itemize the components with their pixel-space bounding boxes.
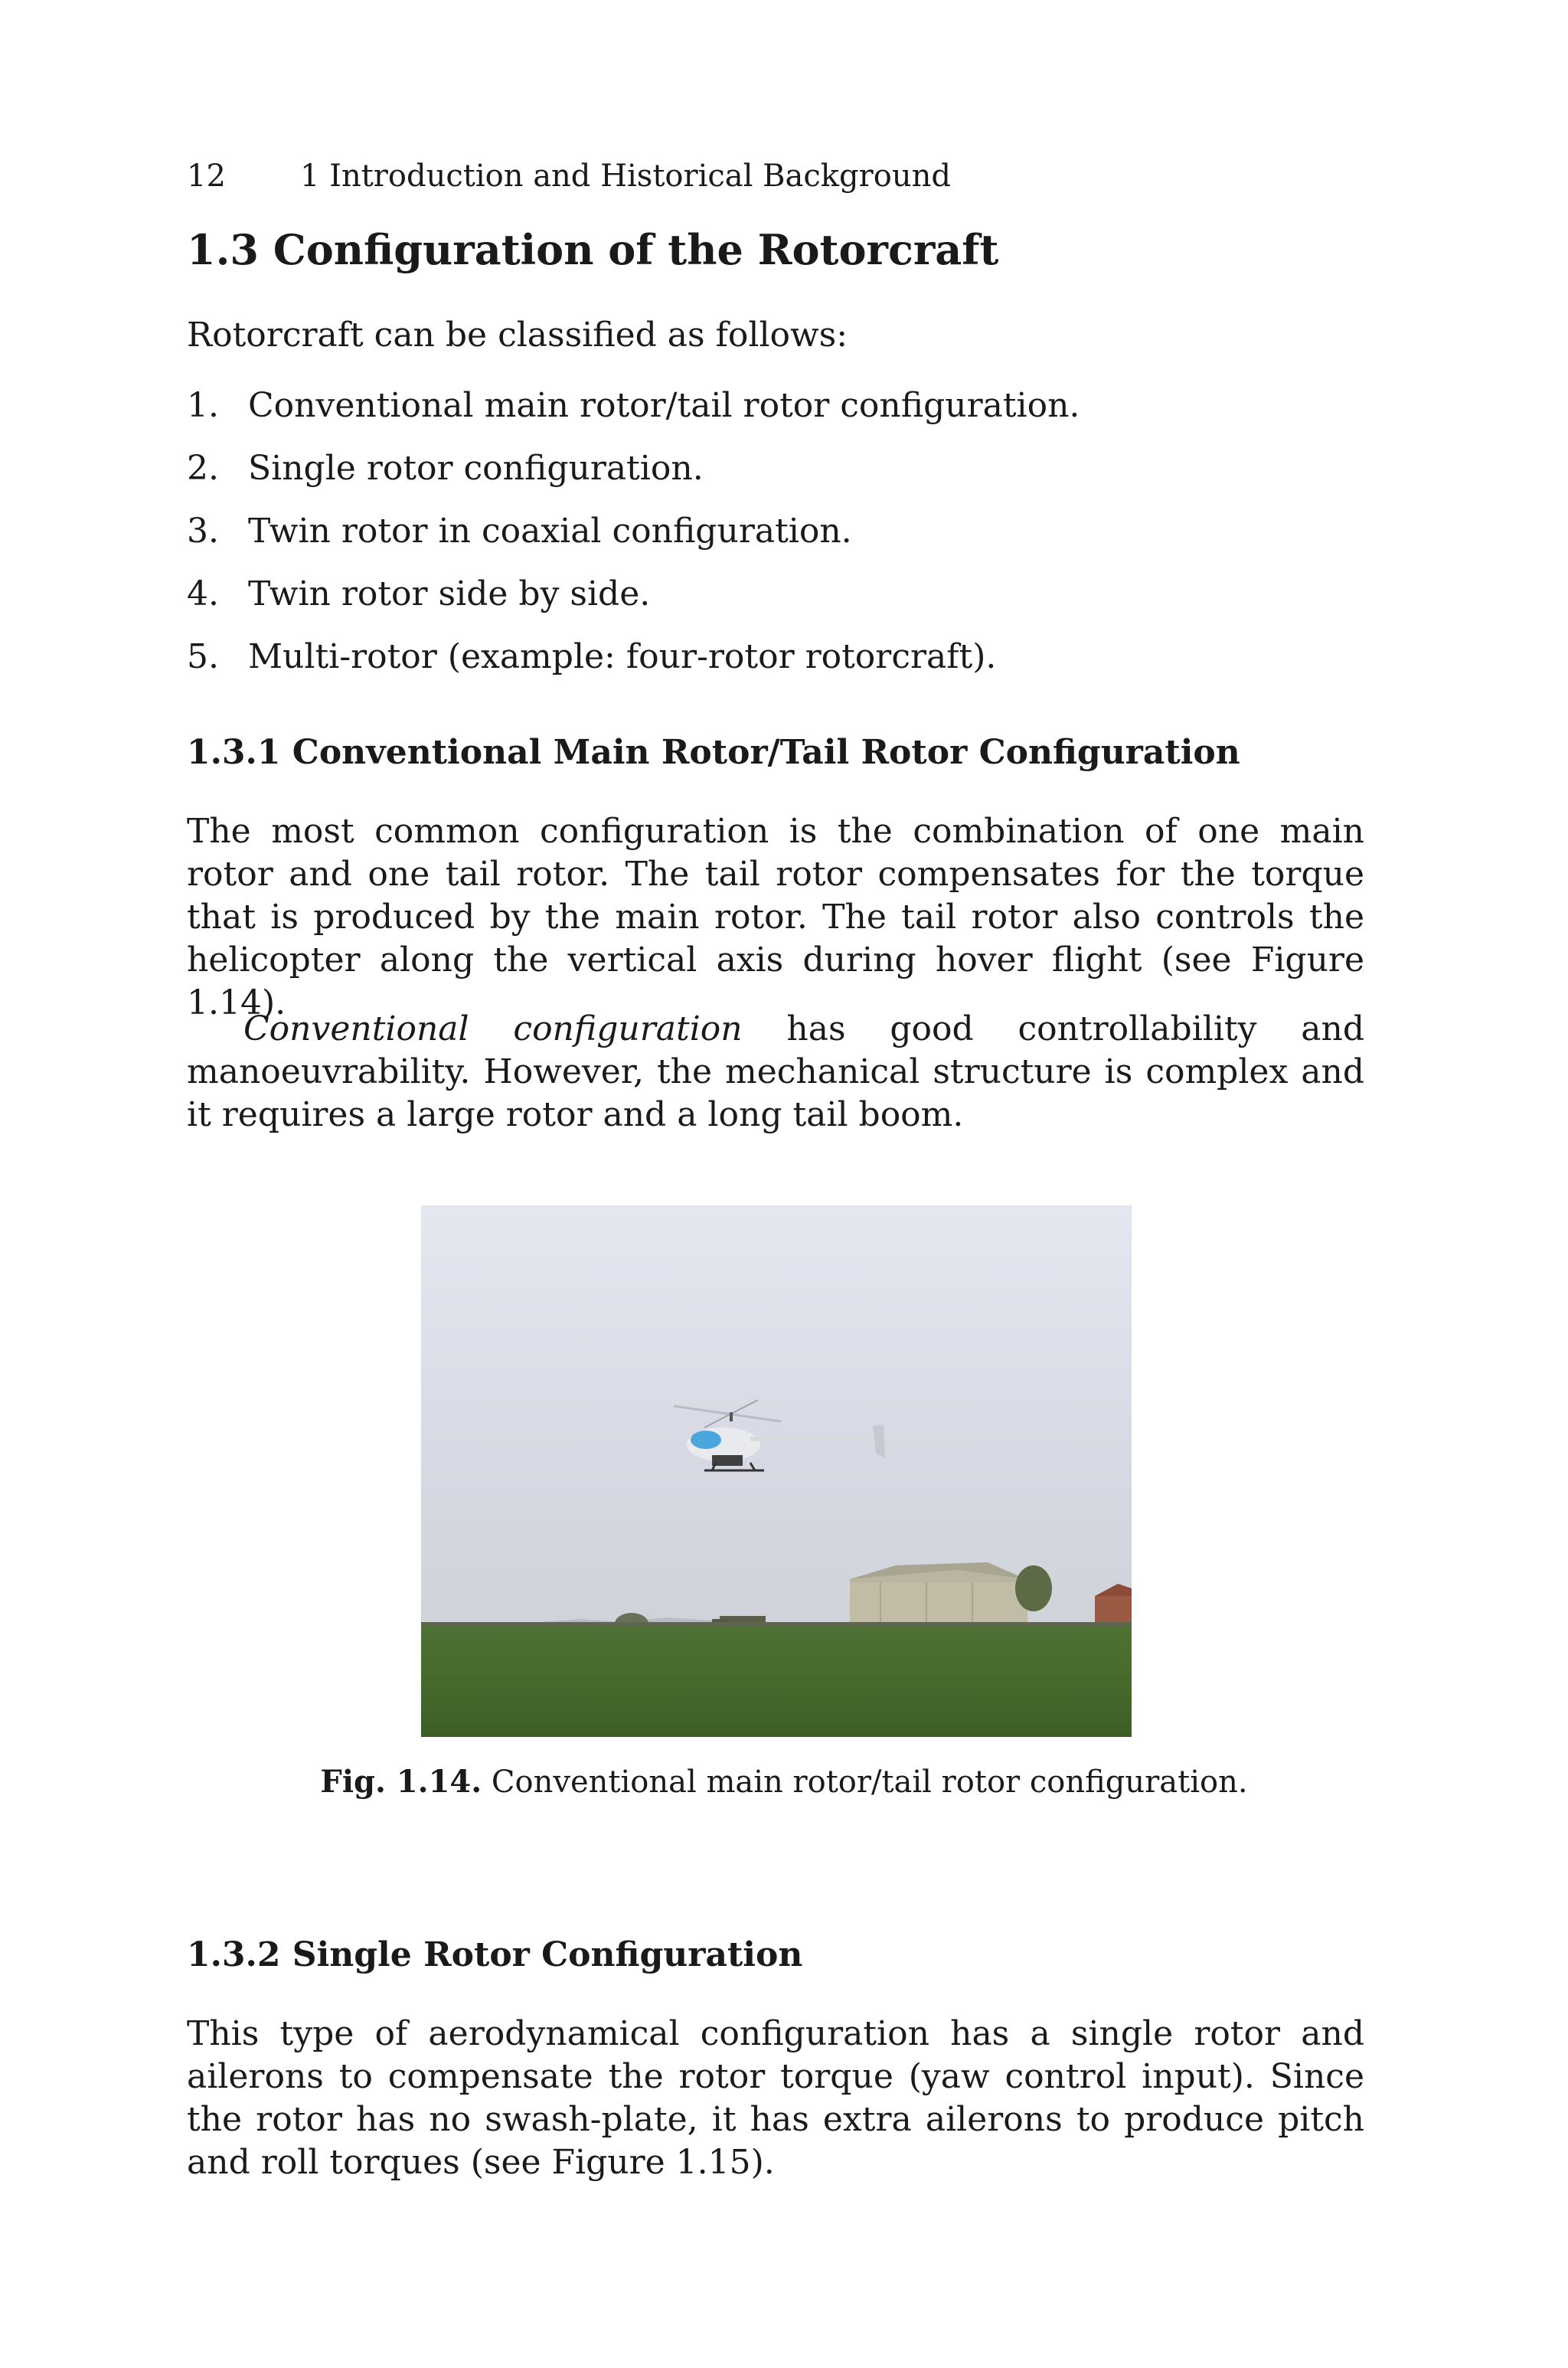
list-item-number: 1. bbox=[187, 386, 219, 425]
barn bbox=[850, 1562, 1027, 1625]
section-intro: Rotorcraft can be classified as follows: bbox=[187, 316, 848, 355]
paragraph-single-rotor: This type of aerodynamical configuration has a single rotor and ailerons to compensate the rotor torque (yaw control input). Since the rotor has no swash-plate, it has extra ailerons to produce pitch and roll torques (see Figure 1.15). bbox=[187, 2014, 1364, 2182]
list-item-text: Single rotor configuration. bbox=[248, 449, 704, 488]
list-item bbox=[187, 573, 1364, 616]
grass-field bbox=[421, 1627, 1132, 1737]
figure-caption bbox=[0, 1763, 1568, 1801]
list-item bbox=[187, 510, 1364, 553]
list-item bbox=[187, 447, 1364, 490]
list-item-text: Conventional main rotor/tail rotor configuration. bbox=[248, 386, 1080, 425]
running-head bbox=[187, 158, 951, 195]
emphasis-term: Conventional configuration bbox=[243, 1009, 743, 1048]
tree bbox=[1015, 1565, 1052, 1611]
paragraph-conventional-2 bbox=[187, 1008, 1364, 1137]
section-title: 1.3 Configuration of the Rotorcraft bbox=[187, 225, 999, 274]
helicopter-photo bbox=[421, 1205, 1132, 1737]
fence bbox=[421, 1622, 1132, 1627]
list-item-number: 5. bbox=[187, 637, 219, 676]
page-number: 12 bbox=[187, 159, 226, 194]
list-item bbox=[187, 636, 1364, 679]
list-item-number: 4. bbox=[187, 574, 219, 613]
list-item-text: Twin rotor in coaxial configuration. bbox=[248, 512, 852, 551]
subsection-title-1-3-1: 1.3.1 Conventional Main Rotor/Tail Rotor Configuration bbox=[187, 733, 1240, 772]
subsection-title-1-3-2: 1.3.2 Single Rotor Configuration bbox=[187, 1935, 803, 1974]
list-item-number: 2. bbox=[187, 449, 219, 488]
list-item-text: Multi-rotor (example: four-rotor rotorcraft). bbox=[248, 637, 997, 676]
list-item bbox=[187, 384, 1364, 427]
figure-caption-text: Conventional main rotor/tail rotor configuration. bbox=[482, 1765, 1248, 1800]
figure-label: Fig. 1.14. bbox=[320, 1764, 482, 1800]
paragraph-rest: has good controllability and manoeuvrability. However, the mechanical structure is complex and it requires a large rotor and a long tail boom. bbox=[187, 1009, 1364, 1134]
list-item-text: Twin rotor side by side. bbox=[248, 574, 651, 613]
chapter-title: 1 Introduction and Historical Background bbox=[300, 159, 951, 194]
classification-list bbox=[187, 384, 1364, 698]
list-item-number: 3. bbox=[187, 512, 219, 551]
paragraph-conventional-1: The most common configuration is the combination of one main rotor and one tail rotor. The tail rotor compensates for the torque that is produced by the main rotor. The tail rotor also controls the helicopter along the vertical axis during hover flight (see Figure 1.14). bbox=[187, 812, 1364, 1022]
